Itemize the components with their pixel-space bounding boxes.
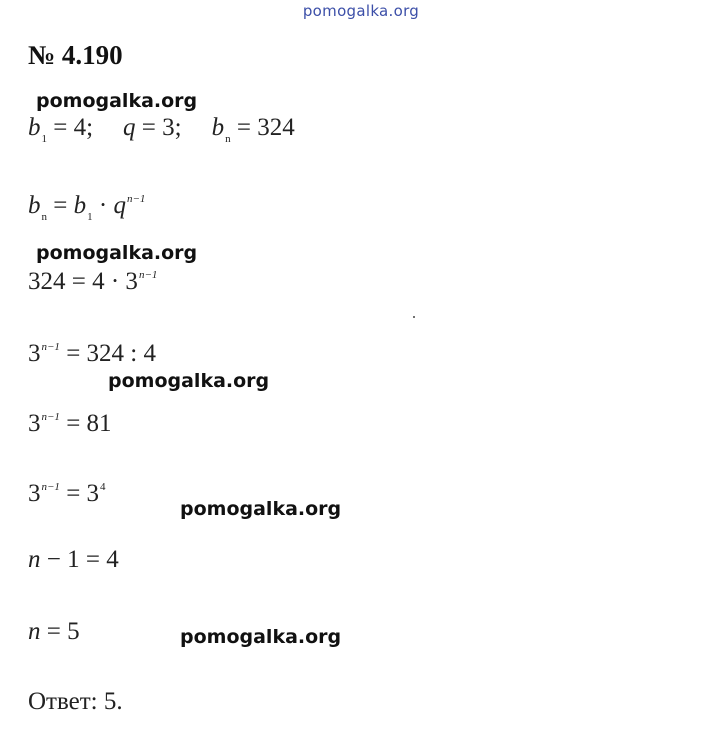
step4-rhs: − 1 = 4: [40, 546, 119, 573]
given-b-value: = 4;: [47, 114, 94, 141]
step3-base: 3: [28, 480, 41, 507]
step2-exp: n−1: [41, 411, 60, 423]
formula-line: [28, 192, 145, 223]
formula-b-sub: n: [41, 211, 47, 223]
given-bn: b: [211, 114, 225, 141]
given-q-value: = 3;: [135, 114, 182, 141]
step3-exp: n−1: [41, 481, 60, 493]
formula-b1-sub: 1: [87, 211, 93, 223]
step4-line: [28, 546, 119, 574]
given-b: b: [28, 114, 41, 141]
watermark-1: pomogalka.org: [36, 90, 198, 112]
formula-b: b: [28, 192, 41, 219]
given-bn-sub: n: [225, 133, 231, 145]
step3-line: [28, 480, 106, 508]
watermark-2: pomogalka.org: [36, 242, 198, 264]
step5-line: [28, 618, 80, 646]
subst-exp: n−1: [138, 269, 158, 281]
formula-exp: n−1: [126, 193, 146, 205]
step3-rhs: = 3: [59, 480, 100, 507]
site-header-watermark: pomogalka.org: [302, 2, 420, 20]
task-number: № 4.190: [28, 40, 123, 70]
stray-dot: [413, 316, 415, 318]
formula-eq: =: [47, 192, 74, 219]
watermark-3: pomogalka.org: [108, 370, 270, 392]
step2-base: 3: [28, 410, 41, 437]
given-line: [28, 114, 295, 145]
watermark-5: pomogalka.org: [180, 626, 342, 648]
subst-expr: 324 = 4 · 3: [28, 268, 138, 295]
step4-var: n: [28, 546, 41, 573]
given-q: q: [123, 114, 136, 141]
step1-exp: n−1: [41, 341, 60, 353]
step1-line: [28, 340, 156, 368]
formula-dot: ·: [92, 192, 114, 219]
watermark-4: pomogalka.org: [180, 498, 342, 520]
formula-b1: b: [73, 192, 87, 219]
step1-rhs: = 324 : 4: [59, 340, 156, 367]
step2-rhs: = 81: [59, 410, 112, 437]
answer-line: Ответ: 5.: [28, 688, 123, 715]
formula-q: q: [113, 192, 126, 219]
step1-base: 3: [28, 340, 41, 367]
step2-line: [28, 410, 112, 438]
step3-rhs-exp: 4: [100, 481, 106, 493]
subst-line: [28, 268, 157, 296]
step5-rhs: = 5: [40, 618, 80, 645]
given-bn-value: = 324: [230, 114, 295, 141]
step5-var: n: [28, 618, 41, 645]
given-b-sub: 1: [41, 133, 47, 145]
